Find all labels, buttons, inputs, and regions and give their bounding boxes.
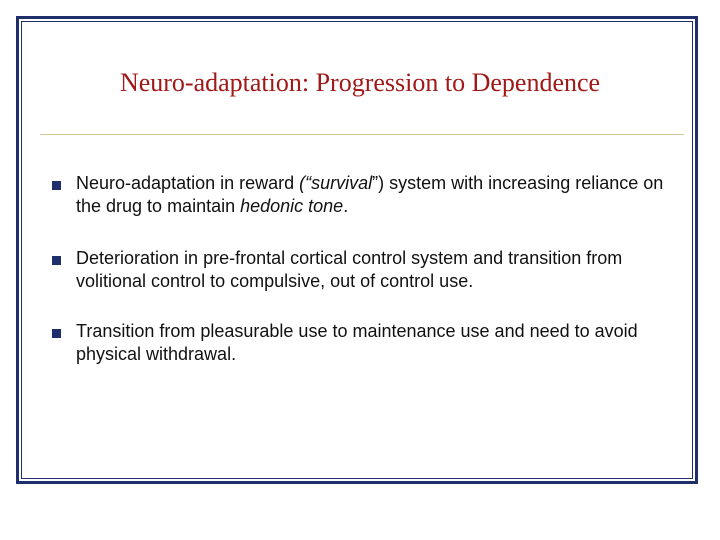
bullet-text-segment-italic: (“survival <box>299 173 373 193</box>
bullet-text-segment: Deterioration in pre-frontal cortical control system and transition from volitional control to compulsive, out of control use. <box>76 248 623 291</box>
bullet-text-segment-italic: hedonic tone <box>240 196 344 216</box>
title-divider <box>40 134 684 135</box>
bullet-text <box>76 247 670 293</box>
bullet-text-segment: ”) system with increasing reliance on the drug to maintain <box>76 173 664 216</box>
bullet-text-segment: Transition from pleasurable use to maintenance use and need to avoid physical withdrawal. <box>76 321 638 364</box>
square-bullet-icon <box>52 329 61 338</box>
square-bullet-icon <box>52 181 61 190</box>
bullet-text-segment: . <box>343 196 349 216</box>
square-bullet-icon <box>52 256 61 265</box>
bullet-text-segment: Neuro-adaptation in reward <box>76 173 300 193</box>
bullet-text <box>76 320 670 366</box>
bullet-text <box>76 172 670 218</box>
slide-title: Neuro-adaptation: Progression to Dependence <box>119 68 601 97</box>
